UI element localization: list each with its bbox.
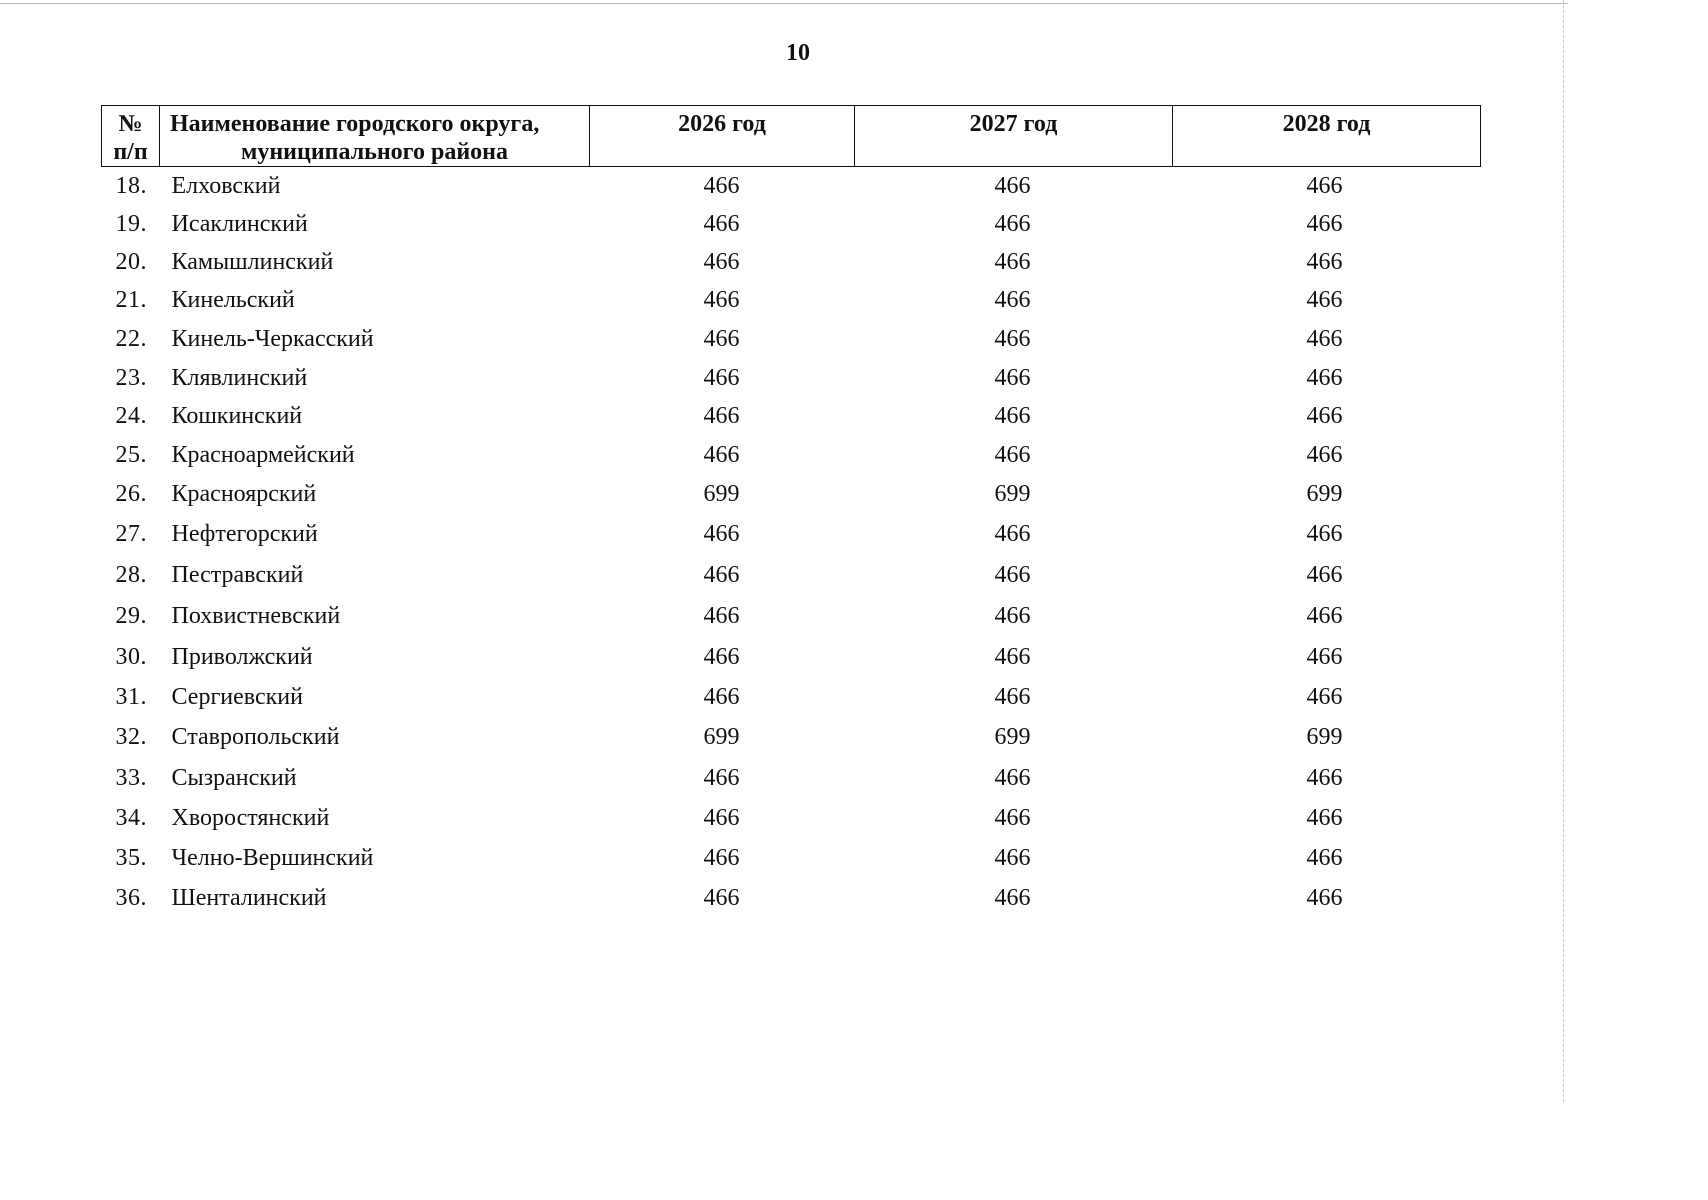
table-row <box>102 677 1481 717</box>
row-value-2028: 466 <box>1306 210 1343 237</box>
header-name-line2: муниципального района <box>241 139 508 165</box>
row-name: Похвистневский <box>171 603 341 629</box>
row-value-2027: 466 <box>994 764 1031 791</box>
row-number: 21. <box>115 287 147 313</box>
row-value-2028: 466 <box>1306 603 1343 629</box>
row-value-2027: 466 <box>994 287 1031 313</box>
row-number: 20. <box>115 248 147 275</box>
row-value-2027: 466 <box>994 643 1031 670</box>
row-value-2026: 466 <box>703 248 740 275</box>
row-value-2027: 466 <box>994 326 1031 352</box>
row-value-2028: 466 <box>1306 287 1343 313</box>
header-name-line1: Наименование городского округа, <box>170 111 540 137</box>
row-value-2028: 466 <box>1306 884 1343 911</box>
row-value-2027: 466 <box>994 603 1031 629</box>
municipal-table <box>101 105 1481 918</box>
row-value-2026: 466 <box>703 804 740 831</box>
row-value-2026: 466 <box>703 521 740 547</box>
table-row <box>102 514 1481 555</box>
row-value-2027: 466 <box>994 562 1031 588</box>
row-number: 25. <box>115 442 147 468</box>
header-number-line1: № <box>118 111 143 137</box>
row-value-2027: 466 <box>994 403 1031 429</box>
row-name: Сызранский <box>171 764 297 791</box>
table-header <box>102 106 1481 167</box>
header-number-line2: п/п <box>113 139 148 165</box>
header-year-2027: 2027 год <box>855 106 1173 167</box>
row-number: 32. <box>115 724 147 750</box>
table-row <box>102 838 1481 878</box>
row-number: 31. <box>115 683 147 710</box>
row-value-2028: 466 <box>1306 643 1343 670</box>
row-number: 29. <box>115 603 147 629</box>
row-value-2028: 466 <box>1306 844 1343 871</box>
row-number: 23. <box>115 364 147 391</box>
row-value-2027: 466 <box>994 521 1031 547</box>
row-value-2026: 466 <box>703 884 740 911</box>
header-year-2028: 2028 год <box>1173 106 1481 167</box>
row-name: Ставропольский <box>171 724 340 750</box>
row-name: Исаклинский <box>171 210 308 237</box>
table-row <box>102 475 1481 514</box>
row-value-2026: 466 <box>703 442 740 468</box>
row-value-2026: 466 <box>703 643 740 670</box>
row-name: Приволжский <box>171 643 313 670</box>
row-value-2028: 466 <box>1306 804 1343 831</box>
row-name: Сергиевский <box>171 683 303 710</box>
row-number: 26. <box>115 481 147 507</box>
header-row <box>102 106 1481 167</box>
row-value-2028: 699 <box>1306 724 1343 750</box>
row-value-2027: 466 <box>994 210 1031 237</box>
row-number: 18. <box>115 172 147 199</box>
table-row <box>102 205 1481 243</box>
row-number: 27. <box>115 521 147 547</box>
row-value-2028: 466 <box>1306 442 1343 468</box>
table-row <box>102 596 1481 637</box>
row-value-2027: 466 <box>994 364 1031 391</box>
table-row <box>102 717 1481 758</box>
row-value-2026: 466 <box>703 210 740 237</box>
table-row <box>102 281 1481 320</box>
row-value-2026: 466 <box>703 603 740 629</box>
row-value-2027: 466 <box>994 172 1031 199</box>
header-number <box>102 106 160 167</box>
row-value-2028: 466 <box>1306 248 1343 275</box>
row-value-2026: 466 <box>703 287 740 313</box>
row-name: Челно-Вершинский <box>171 844 374 871</box>
row-value-2027: 699 <box>994 481 1031 507</box>
row-name: Шенталинский <box>171 884 327 911</box>
table-body <box>102 167 1481 918</box>
row-value-2027: 466 <box>994 844 1031 871</box>
scan-side-line <box>1563 0 1564 1102</box>
row-value-2026: 466 <box>703 764 740 791</box>
row-number: 34. <box>115 804 147 831</box>
row-name: Кошкинский <box>171 403 303 429</box>
row-number: 19. <box>115 210 147 237</box>
row-value-2028: 466 <box>1306 562 1343 588</box>
row-name: Клявлинский <box>171 364 308 391</box>
table-row <box>102 555 1481 596</box>
row-number: 35. <box>115 844 147 871</box>
header-name <box>160 106 590 167</box>
table-row <box>102 320 1481 359</box>
row-number: 28. <box>115 562 147 588</box>
row-value-2026: 466 <box>703 172 740 199</box>
table-row <box>102 637 1481 677</box>
row-number: 30. <box>115 643 147 670</box>
row-number: 24. <box>115 403 147 429</box>
header-year-2026: 2026 год <box>590 106 855 167</box>
table-row <box>102 243 1481 281</box>
row-value-2027: 466 <box>994 884 1031 911</box>
table-row <box>102 436 1481 475</box>
row-name: Камышлинский <box>171 248 334 275</box>
row-number: 36. <box>115 884 147 911</box>
row-value-2026: 466 <box>703 683 740 710</box>
row-value-2026: 466 <box>703 562 740 588</box>
row-value-2026: 699 <box>703 481 740 507</box>
row-name: Кинель-Черкасский <box>171 326 374 352</box>
row-value-2027: 466 <box>994 683 1031 710</box>
row-name: Кинельский <box>171 287 295 313</box>
table-row <box>102 798 1481 838</box>
row-value-2026: 466 <box>703 326 740 352</box>
row-value-2028: 466 <box>1306 764 1343 791</box>
scan-edge-line <box>0 3 1568 4</box>
row-value-2026: 699 <box>703 724 740 750</box>
row-value-2027: 466 <box>994 442 1031 468</box>
row-value-2028: 699 <box>1306 481 1343 507</box>
row-number: 22. <box>115 326 147 352</box>
row-name: Хворостянский <box>171 804 330 831</box>
row-value-2027: 466 <box>994 248 1031 275</box>
row-value-2028: 466 <box>1306 403 1343 429</box>
row-value-2028: 466 <box>1306 521 1343 547</box>
row-value-2028: 466 <box>1306 683 1343 710</box>
row-name: Красноармейский <box>171 442 355 468</box>
table-row <box>102 878 1481 918</box>
row-name: Пестравский <box>171 562 304 588</box>
row-name: Елховский <box>171 172 281 199</box>
row-name: Красноярский <box>171 481 317 507</box>
row-name: Нефтегорский <box>171 521 318 547</box>
table-row <box>102 359 1481 397</box>
table-row <box>102 167 1481 205</box>
row-value-2028: 466 <box>1306 172 1343 199</box>
row-number: 33. <box>115 764 147 791</box>
row-value-2028: 466 <box>1306 326 1343 352</box>
row-value-2026: 466 <box>703 403 740 429</box>
row-value-2027: 699 <box>994 724 1031 750</box>
table-row <box>102 758 1481 798</box>
table-row <box>102 397 1481 436</box>
page-number: 10 <box>786 40 810 66</box>
row-value-2027: 466 <box>994 804 1031 831</box>
row-value-2028: 466 <box>1306 364 1343 391</box>
row-value-2026: 466 <box>703 364 740 391</box>
row-value-2026: 466 <box>703 844 740 871</box>
